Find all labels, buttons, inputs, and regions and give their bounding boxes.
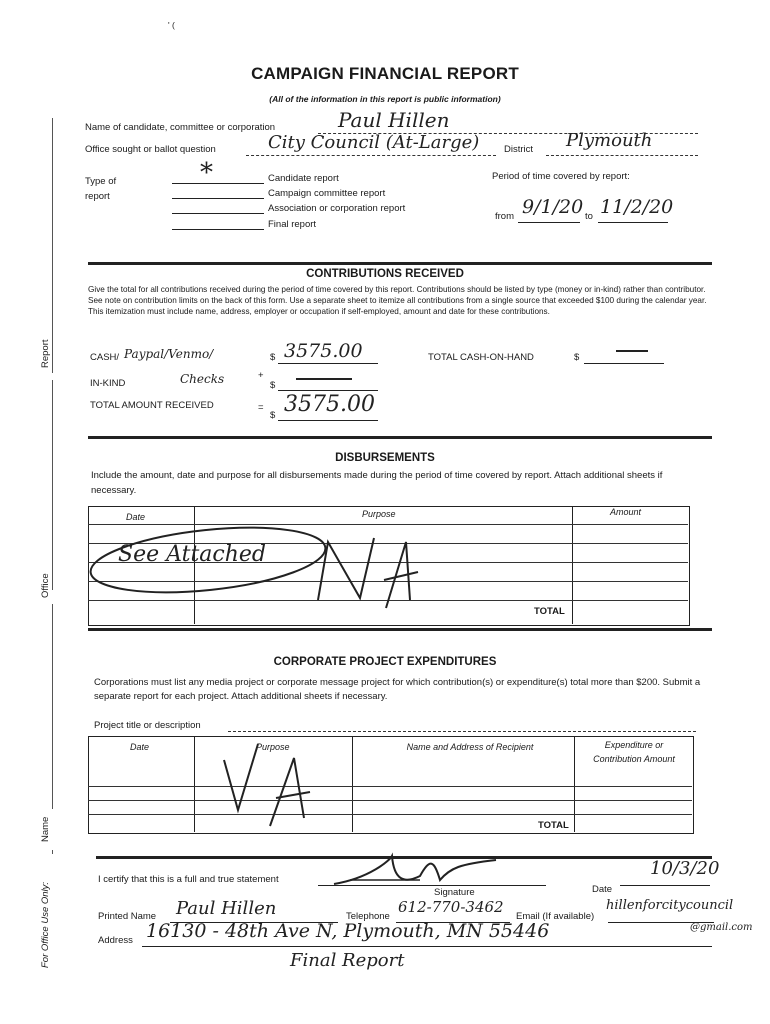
cash-underline [278, 363, 378, 364]
corporate-total-label: TOTAL [538, 820, 569, 831]
table-row[interactable] [88, 786, 692, 787]
col-divider [194, 736, 195, 832]
printed-name-label: Printed Name [98, 911, 157, 922]
col-header-date: Date [130, 742, 150, 752]
inkind-note[interactable]: Checks [180, 372, 225, 386]
type-label-1: Type of [85, 176, 117, 187]
page-title: CAMPAIGN FINANCIAL REPORT [251, 64, 519, 83]
district-label: District [504, 144, 534, 155]
col-header-expenditure: Expenditure or Contribution Amount [593, 740, 675, 764]
cash-on-hand-dollar: $ [574, 352, 580, 363]
inkind-label: IN-KIND [90, 378, 126, 389]
office-label: Office sought or ballot question [85, 144, 216, 155]
to-value[interactable]: 11/2/20 [600, 196, 674, 218]
to-underline [598, 222, 668, 223]
inkind-field[interactable] [278, 390, 378, 391]
total-equals: = [258, 402, 264, 413]
see-attached-text[interactable]: See Attached [118, 542, 266, 567]
cash-dollar: $ [270, 352, 276, 363]
contributions-heading: CONTRIBUTIONS RECEIVED [306, 268, 464, 280]
final-report-note[interactable]: Final Report [290, 950, 405, 971]
corporate-heading: CORPORATE PROJECT EXPENDITURES [273, 656, 497, 668]
address-value[interactable]: 16130 - 48th Ave N, Plymouth, MN 55446 [146, 920, 550, 942]
candidate-report-mark[interactable]: * [200, 158, 213, 188]
to-label: to [585, 211, 593, 222]
address-line [142, 946, 712, 947]
certify-statement: I certify that this is a full and true statement [98, 874, 279, 885]
address-label: Address [98, 935, 133, 946]
corporate-instructions: Corporations must list any media project or corporate message project for which contribution(s) or expenditure(s) total more than $200. Submit a separate report for each project. Attach additional sheets if necessary. [94, 677, 701, 702]
cash-on-hand-label: TOTAL CASH-ON-HAND [428, 352, 534, 363]
cash-on-hand-field[interactable] [584, 363, 664, 364]
section-divider [88, 628, 712, 631]
from-label: from [495, 211, 514, 222]
see-attached-oval [88, 520, 448, 620]
email-label: Email (If available) [516, 911, 595, 922]
corner-mark: ' ( [168, 20, 175, 30]
date-value[interactable]: 10/3/20 [650, 858, 720, 879]
side-label-office-use: For Office Use Only: [40, 881, 51, 968]
cash-label: CASH/ [90, 352, 120, 363]
col-header-amount: Amount [610, 507, 642, 517]
type-label-2: report [85, 191, 110, 202]
cash-value[interactable]: 3575.00 [284, 340, 363, 362]
option-association: Association or corporation report [268, 203, 406, 214]
option-candidate: Candidate report [268, 173, 339, 184]
inkind-dollar: $ [270, 380, 276, 391]
printed-name-value[interactable]: Paul Hillen [176, 898, 277, 919]
email-value-cont[interactable]: @gmail.com [690, 922, 753, 933]
from-value[interactable]: 9/1/20 [522, 196, 584, 218]
district-underline [546, 155, 698, 156]
period-label: Period of time covered by report: [492, 171, 630, 182]
option-final: Final report [268, 219, 317, 230]
contributions-instructions: Give the total for all contributions received during the period of time covered by this report. Contributions should be listed by type (money or in-kind) rather than contributor. See note on contribution limits on the back of this form. Use a separate sheet to itemize all contributions from a single source that exceeded $100 during the calendar year. This itemization must include name, address, employer or occupation if self-employed, amount and date for these contributions. [88, 285, 707, 316]
cash-on-hand-dash [616, 350, 648, 352]
col-header-purpose: Purpose [362, 509, 396, 519]
name-value[interactable]: Paul Hillen [338, 108, 450, 132]
office-value[interactable]: City Council (At-Large) [268, 132, 480, 153]
project-title-label: Project title or description [94, 720, 201, 731]
table-row[interactable] [88, 814, 692, 815]
col-header-recipient: Name and Address of Recipient [406, 742, 534, 752]
side-rule [52, 118, 53, 373]
telephone-value[interactable]: 612-770-3462 [398, 898, 504, 916]
side-label-name: Name [40, 816, 51, 842]
from-underline [518, 222, 580, 223]
signature-scribble[interactable] [330, 850, 500, 892]
signature-label: Signature [434, 887, 475, 898]
cash-note[interactable]: Paypal/Venmo/ [124, 347, 214, 361]
project-title-field[interactable] [228, 731, 696, 732]
table-row[interactable] [88, 800, 692, 801]
total-underline [278, 420, 378, 421]
side-label-office: Office [40, 573, 51, 598]
disbursements-instructions: Include the amount, date and purpose for all disbursements made during the period of time covered by report. Attach additional sheets if necessary. [91, 470, 663, 496]
total-received-value[interactable]: 3575.00 [284, 392, 375, 417]
option-line[interactable] [172, 229, 264, 230]
total-received-label: TOTAL AMOUNT RECEIVED [90, 400, 214, 411]
page-subtitle: (All of the information in this report is public information) [269, 94, 501, 104]
corporate-na-mark [210, 740, 340, 830]
disbursements-total-label: TOTAL [534, 606, 565, 617]
email-value[interactable]: hillenforcitycouncil [606, 898, 734, 913]
name-label: Name of candidate, committee or corporation [85, 122, 276, 133]
section-divider [88, 436, 712, 439]
date-label: Date [592, 884, 613, 895]
option-line[interactable] [172, 198, 264, 199]
district-value[interactable]: Plymouth [566, 130, 653, 151]
side-label-report: Report [40, 339, 51, 368]
side-rule [52, 850, 53, 854]
col-header-date: Date [126, 512, 146, 522]
total-dollar: $ [270, 410, 276, 421]
option-line[interactable] [172, 183, 264, 184]
col-divider [574, 736, 575, 832]
section-divider [88, 262, 712, 265]
disbursements-heading: DISBURSEMENTS [335, 452, 435, 464]
inkind-dash [296, 378, 352, 380]
date-line[interactable] [620, 885, 710, 886]
side-rule [52, 380, 53, 590]
option-line[interactable] [172, 213, 264, 214]
side-rule [52, 604, 53, 809]
office-underline [246, 155, 496, 156]
col-divider [352, 736, 353, 832]
col-header-purpose: Purpose [256, 742, 290, 752]
inkind-plus: + [258, 370, 264, 381]
telephone-label: Telephone [346, 911, 390, 922]
option-committee: Campaign committee report [268, 188, 386, 199]
